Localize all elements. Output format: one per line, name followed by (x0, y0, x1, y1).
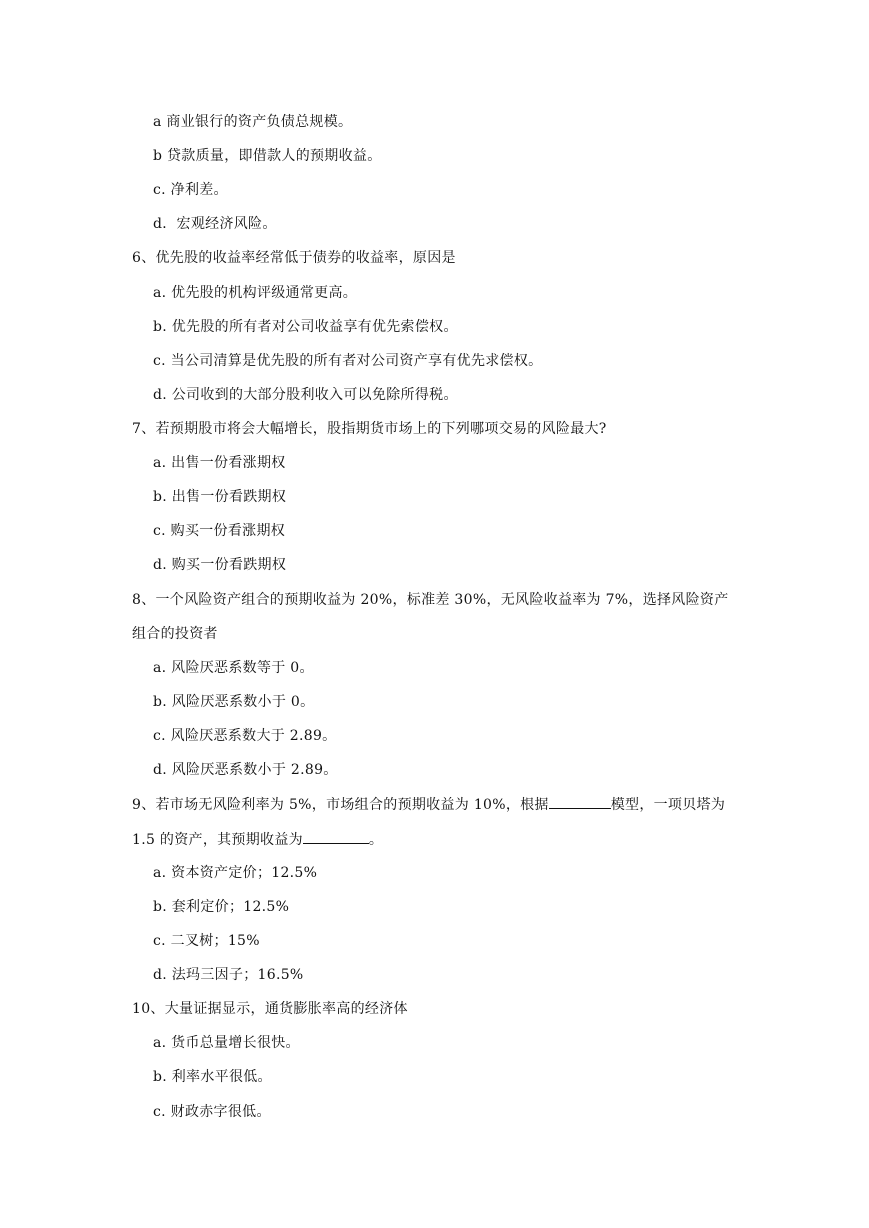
question-10-option-a: a. 货币总量增长很快。 (153, 1035, 300, 1051)
prev-option-d: d．宏观经济风险。 (153, 216, 277, 232)
question-9-blank-1 (549, 794, 611, 809)
question-9-stem-part-2: 模型，一项贝塔为 (610, 797, 726, 813)
question-6-option-a: a. 优先股的机构评级通常更高。 (153, 285, 358, 301)
question-9-stem-line-2-part-2: 。 (368, 832, 384, 848)
question-9-stem-line-2-part-1: 1.5 的资产，其预期收益为 (132, 832, 303, 848)
prev-option-b: b 贷款质量，即借款人的预期收益。 (153, 148, 382, 164)
question-9-option-b: b. 套利定价；12.5% (153, 899, 290, 915)
question-9-option-c: c. 二叉树；15% (153, 933, 260, 949)
question-10-option-b: b. 利率水平很低。 (153, 1069, 272, 1085)
question-8-option-a: a. 风险厌恶系数等于 0。 (153, 660, 314, 676)
question-7-stem: 7、若预期股市将会大幅增长，股指期货市场上的下列哪项交易的风险最大? (132, 421, 607, 437)
question-8-stem-line-2: 组合的投资者 (132, 626, 218, 642)
question-9-option-a: a. 资本资产定价；12.5% (153, 865, 318, 881)
question-7-option-b: b. 出售一份看跌期权 (153, 489, 287, 505)
question-9-stem-part-1: 9、若市场无风险利率为 5%，市场组合的预期收益为 10%，根据 (132, 797, 549, 813)
question-6-option-c: c. 当公司清算是优先股的所有者对公司资产享有优先求偿权。 (153, 353, 543, 369)
question-9-blank-2 (303, 829, 369, 844)
prev-option-a: a 商业银行的资产负债总规模。 (153, 114, 353, 130)
question-10-option-c: c. 财政赤字很低。 (153, 1104, 271, 1120)
question-9-stem-line-1 (132, 794, 725, 815)
question-7-option-c: c. 购买一份看涨期权 (153, 523, 286, 539)
question-8-stem-line-1: 8、一个风险资产组合的预期收益为 20%，标准差 30%，无风险收益率为 7%，选择风险资产 (132, 592, 729, 608)
question-6-option-b: b. 优先股的所有者对公司收益享有优先索偿权。 (153, 319, 458, 335)
question-9-option-d: d. 法玛三因子；16.5% (153, 967, 304, 983)
question-6-stem: 6、优先股的收益率经常低于债券的收益率，原因是 (132, 250, 456, 266)
question-10-stem: 10、大量证据显示，通货膨胀率高的经济体 (132, 1001, 408, 1017)
question-7-option-a: a. 出售一份看涨期权 (153, 455, 286, 471)
question-7-option-d: d. 购买一份看跌期权 (153, 557, 287, 573)
question-6-option-d: d. 公司收到的大部分股利收入可以免除所得税。 (153, 387, 458, 403)
question-8-option-b: b. 风险厌恶系数小于 0。 (153, 694, 315, 710)
question-9-stem-line-2 (132, 829, 383, 850)
prev-option-c: c. 净利差。 (153, 182, 228, 198)
question-8-option-c: c. 风险厌恶系数大于 2.89。 (153, 728, 337, 744)
question-8-option-d: d. 风险厌恶系数小于 2.89。 (153, 762, 338, 778)
